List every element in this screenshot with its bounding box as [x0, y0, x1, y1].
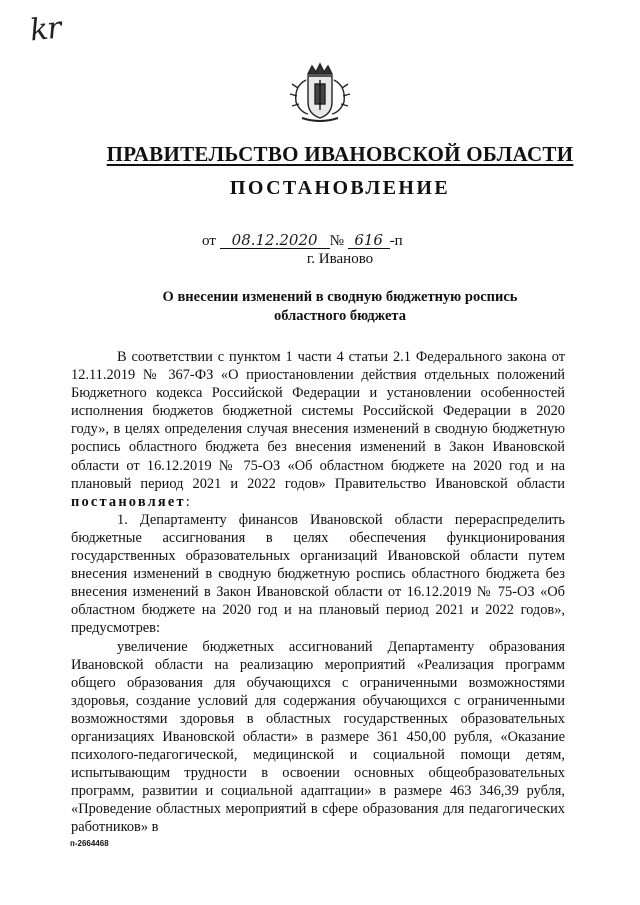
date-prefix: от — [202, 233, 216, 249]
city: г. Иваново — [306, 251, 374, 267]
number-suffix: -п — [389, 233, 403, 249]
paragraph-item-1: 1. Департаменту финансов Ивановской области перераспределить бюджетные ассигнования в целях обеспечения функционирования государственных образовательных организаций Ивановской области путем внесения изменений в сводную бюджетную роспись областного бюджета без внесения изменений в Закон Ивановской области от 16.12.2019 № 75-ОЗ «Об областном бюджете на 2020 год и на плановый период 2021 и 2022 годов», предусмотрев: — [71, 511, 565, 637]
number-label: № — [329, 233, 344, 249]
date-number-line — [202, 232, 403, 250]
paragraph-preamble: В соответствии с пунктом 1 части 4 статьи 2.1 Федерального закона от 12.11.2019 № 367-ФЗ «О приостановлении действия отдельных положений Бюджетного кодекса Российской Федерации и установлении особенностей исполнения бюджетов бюджетной системы Российской Федерации в 2020 году», в целях определения случая внесения изменений в сводную бюджетную роспись областного бюджета без внесения изменений в Закон Ивановской области от 16.12.2019 № 75-ОЗ «Об областном бюджете на 2020 год и на плановый период 2021 и 2022 годов» Правительство Ивановской области постановляет: — [71, 349, 565, 510]
government-title: ПРАВИТЕЛЬСТВО ИВАНОВСКОЙ ОБЛАСТИ — [106, 142, 574, 166]
document-type-title: ПОСТАНОВЛЕНИЕ — [229, 177, 451, 199]
decree-word: постановляет — [71, 493, 186, 510]
subject-line-2: областного бюджета — [274, 308, 406, 324]
handwritten-date: 08.12.2020 — [220, 232, 330, 249]
footer-document-code: п-2664468 — [70, 839, 109, 848]
subject-line-1: О внесении изменений в сводную бюджетную роспись — [162, 289, 518, 305]
handwritten-mark: kr — [28, 10, 63, 49]
paragraph-budget-increase: увеличение бюджетных ассигнований Департаменту образования Ивановской области на реализацию мероприятий «Реализация программ общего образования для обучающихся с ограниченными возможностями здоровья, создание условий для содержания обучающихся с ограниченными возможностями здоровья в областных государственных образовательных организациях Ивановской области» в размере 361 450,00 рубля, «Оказание психолого-педагогической, медицинской и социальной помощи детям, испытывающим трудности в освоении основных общеобразовательных программ, развитии и социальной адаптации» в размере 463 346,39 рубля, «Проведение областных мероприятий в сфере образования для педагогических работников» в — [71, 638, 565, 836]
handwritten-number: 616 — [348, 232, 390, 249]
coat-of-arms-icon — [288, 62, 352, 124]
document-subject — [100, 288, 580, 326]
document-body — [71, 348, 565, 837]
